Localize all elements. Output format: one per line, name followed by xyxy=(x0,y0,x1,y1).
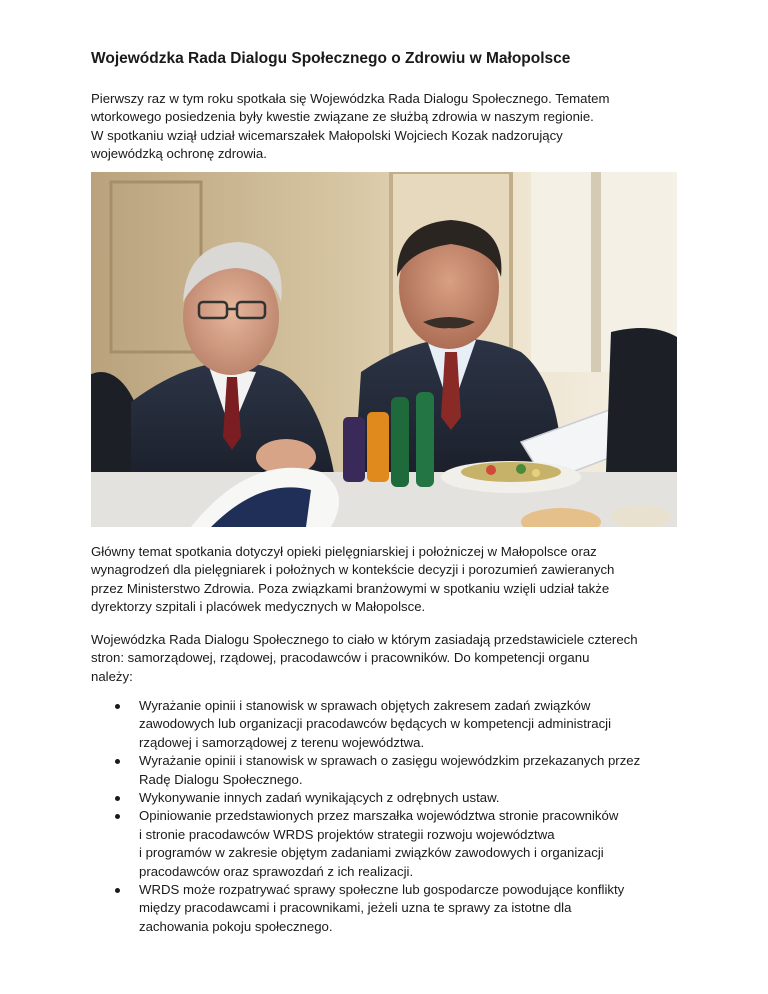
list-item-line: Opiniowanie przedstawionych przez marszałka województwa stronie pracowników xyxy=(139,808,619,824)
intro-line: wojewódzką ochronę zdrowia. xyxy=(91,146,267,162)
paragraph-line: należy: xyxy=(91,668,133,684)
list-item xyxy=(91,881,691,936)
intro-line: wtorkowego posiedzenia były kwestie związane ze służbą zdrowia w naszym regionie. xyxy=(91,109,594,125)
intro-line: Pierwszy raz w tym roku spotkała się Wojewódzka Rada Dialogu Społecznego. Tematem xyxy=(91,91,610,106)
bullet-icon xyxy=(115,888,120,893)
list-item-line: Wyrażanie opinii i stanowisk w sprawach o zasięgu wojewódzkim przekazanych przez xyxy=(139,753,641,769)
list-item xyxy=(91,752,691,789)
meeting-photo xyxy=(91,172,677,527)
paragraph-line: stron: samorządowej, rządowej, pracodawców i pracowników. Do kompetencji organu xyxy=(91,650,590,666)
paragraph-line: Główny temat spotkania dotyczył opieki pielęgniarskiej i położniczej w Małopolsce oraz xyxy=(91,544,597,559)
list-item-line: Wyrażanie opinii i stanowisk w sprawach objętych zakresem zadań związków xyxy=(139,698,591,713)
list-item-line: Wykonywanie innych zadań wynikających z odrębnych ustaw. xyxy=(139,790,500,806)
paragraph-line: Wojewódzka Rada Dialogu Społecznego to ciało w którym zasiadają przedstawiciele czterech xyxy=(91,632,638,647)
list-item-line: między pracodawcami i pracownikami, jeżeli uzna te sprawy za istotne dla xyxy=(139,900,572,916)
paragraph-line: wynagrodzeń dla pielęgniarek i położnych w kontekście decyzji i porozumień zawieranych xyxy=(91,562,615,578)
list-item-line: i stronie pracodawców WRDS projektów strategii rozwoju województwa xyxy=(139,826,555,842)
list-item-line: rządowej i samorządowej z terenu województwa. xyxy=(139,734,425,750)
bullet-icon xyxy=(115,704,120,709)
page-title: Wojewódzka Rada Dialogu Społecznego o Zdrowiu w Małopolsce xyxy=(91,50,571,67)
bullet-icon xyxy=(115,814,120,819)
list-item xyxy=(91,789,691,807)
paragraph-line: przez Ministerstwo Zdrowia. Poza związkami branżowymi w spotkaniu wzięli udział także xyxy=(91,580,610,596)
intro-paragraph xyxy=(91,90,681,164)
list-item-line: zachowania pokoju społecznego. xyxy=(139,918,333,934)
list-item-line: Radę Dialogu Społecznego. xyxy=(139,771,303,787)
council-description-paragraph xyxy=(91,631,681,686)
list-item-line: pracodawców oraz sprawozdań z ich realizacji. xyxy=(139,863,414,879)
bullet-icon xyxy=(115,759,120,764)
intro-line: W spotkaniu wziął udział wicemarszałek Małopolski Wojciech Kozak nadzorujący xyxy=(91,127,563,143)
paragraph-line: dyrektorzy szpitali i placówek medycznych w Małopolsce. xyxy=(91,599,426,615)
main-topic-paragraph xyxy=(91,543,681,617)
competencies-list xyxy=(91,697,691,936)
list-item xyxy=(91,807,691,881)
list-item-line: i programów w zakresie objętym zadaniami związków zawodowych i organizacji xyxy=(139,845,604,861)
list-item xyxy=(91,697,691,752)
bullet-icon xyxy=(115,796,120,801)
list-item-line: zawodowych lub organizacji pracodawców będących w kompetencji administracji xyxy=(139,716,612,732)
list-item-line: WRDS może rozpatrywać sprawy społeczne lub gospodarcze powodujące konflikty xyxy=(139,882,625,898)
